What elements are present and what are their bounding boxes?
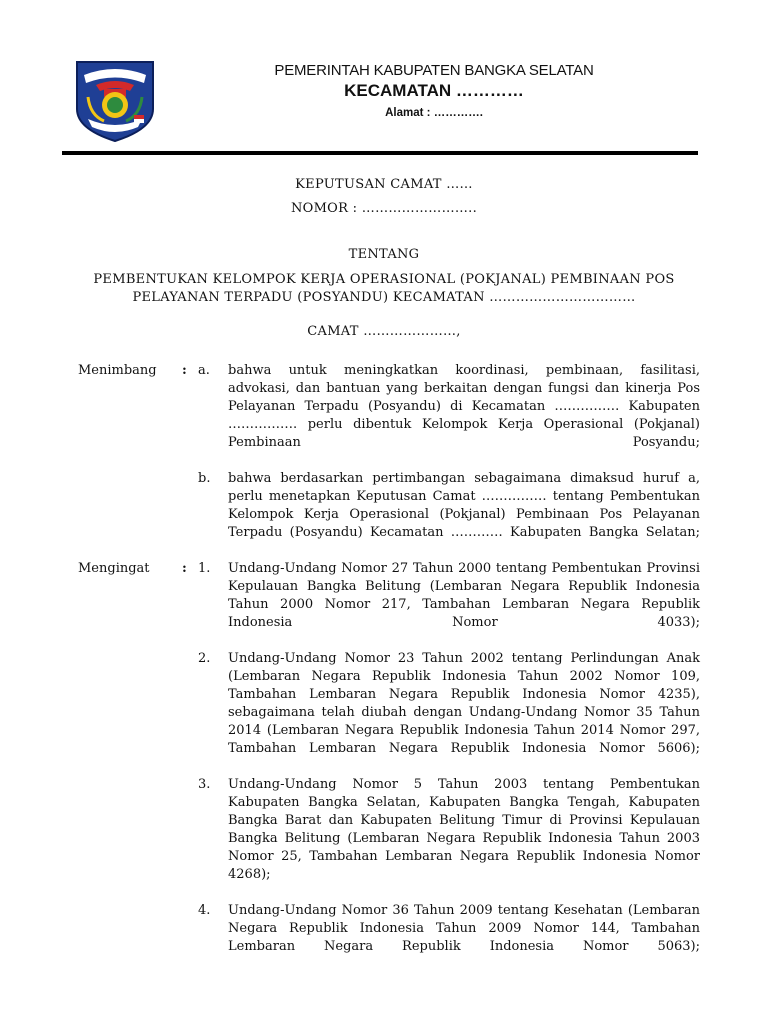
menimbang-label: Menimbang <box>78 363 157 378</box>
letterhead-divider <box>62 151 698 155</box>
mengingat-label: Mengingat <box>78 561 150 576</box>
regency-logo-icon <box>74 59 156 143</box>
subject-line-2: PELAYANAN TERPADU (POSYANDU) KECAMATAN …………………………… <box>132 290 636 305</box>
decision-title: KEPUTUSAN CAMAT …… <box>295 177 473 192</box>
government-name: PEMERINTAH KABUPATEN BANGKA SELATAN <box>274 62 594 79</box>
camat-heading: CAMAT …………………, <box>307 324 461 339</box>
item-marker: a. <box>198 363 210 378</box>
subject-line-1: PEMBENTUKAN KELOMPOK KERJA OPERASIONAL (POKJANAL) PEMBINAAN POS <box>93 272 675 287</box>
address-value: …………. <box>433 107 483 119</box>
about-heading: TENTANG <box>348 247 420 262</box>
decision-subject <box>80 271 688 307</box>
mengingat-list <box>198 560 700 974</box>
list-item <box>198 902 700 974</box>
list-item <box>198 362 700 470</box>
address-line <box>200 105 668 121</box>
item-text: Undang-Undang Nomor 5 Tahun 2003 tentang Pembentukan Kabupaten Bangka Selatan, Kabupaten Bangka Tengah, Kabupaten Bangka Barat dan Kabupaten Belitung Timur di Provinsi Kepulauan Bangka Belitung (Lembaran Negara Republik Indonesia Tahun 2003 Nomor 25, Tambahan Lembaran Negara Republik Indonesia Nomor 4268); <box>228 777 700 882</box>
item-text: Undang-Undang Nomor 36 Tahun 2009 tentang Kesehatan (Lembaran Negara Republik Indonesia Tahun 2009 Nomor 144, Tambahan Lembaran Negara Republik Indonesia Nomor 5063); <box>228 903 700 954</box>
mengingat-colon: : <box>182 561 187 576</box>
district-name: KECAMATAN ………… <box>344 81 524 100</box>
item-marker: 1. <box>198 561 211 576</box>
item-marker: 4. <box>198 903 211 918</box>
item-marker: b. <box>198 471 211 486</box>
menimbang-colon: : <box>182 363 187 378</box>
item-text: bahwa untuk meningkatkan koordinasi, pembinaan, fasilitasi, advokasi, dan bantuan yang berkaitan dengan fungsi dan kinerja Pos Pelayanan Terpadu (Posyandu) di Kecamatan …………… Kabupaten ……………. perlu dibentuk Kelompok Kerja Operasional (Pokjanal) Pembinaan Posyandu; <box>228 363 700 450</box>
menimbang-list <box>198 362 700 560</box>
item-marker: 2. <box>198 651 211 666</box>
list-item <box>198 470 700 560</box>
list-item <box>198 650 700 776</box>
item-text: bahwa berdasarkan pertimbangan sebagaimana dimaksud huruf a, perlu menetapkan Keputusan Camat …………… tentang Pembentukan Kelompok Kerja Operasional (Pokjanal) Pembinaan Pos Pelayanan Terpadu (Posyandu) Kecamatan ………… Kabupaten Bangka Selatan; <box>228 471 700 540</box>
address-label: Alamat : <box>385 107 431 119</box>
list-item <box>198 560 700 650</box>
letterhead <box>200 62 668 121</box>
item-text: Undang-Undang Nomor 27 Tahun 2000 tentang Pembentukan Provinsi Kepulauan Bangka Belitung (Lembaran Negara Republik Indonesia Tahun 2000 Nomor 217, Tambahan Lembaran Negara Republik Indonesia Nomor 4033); <box>228 561 700 630</box>
decision-number: NOMOR : …………………….. <box>290 201 478 216</box>
item-marker: 3. <box>198 777 211 792</box>
item-text: Undang-Undang Nomor 23 Tahun 2002 tentang Perlindungan Anak (Lembaran Negara Republik Indonesia Tahun 2002 Nomor 109, Tambahan Lembaran Negara Republik Indonesia Nomor 4235), sebagaimana telah diubah dengan Undang-Undang Nomor 35 Tahun 2014 (Lembaran Negara Republik Indonesia Tahun 2014 Nomor 297, Tambahan Lembaran Negara Republik Indonesia Nomor 5606); <box>228 651 700 756</box>
list-item <box>198 776 700 902</box>
